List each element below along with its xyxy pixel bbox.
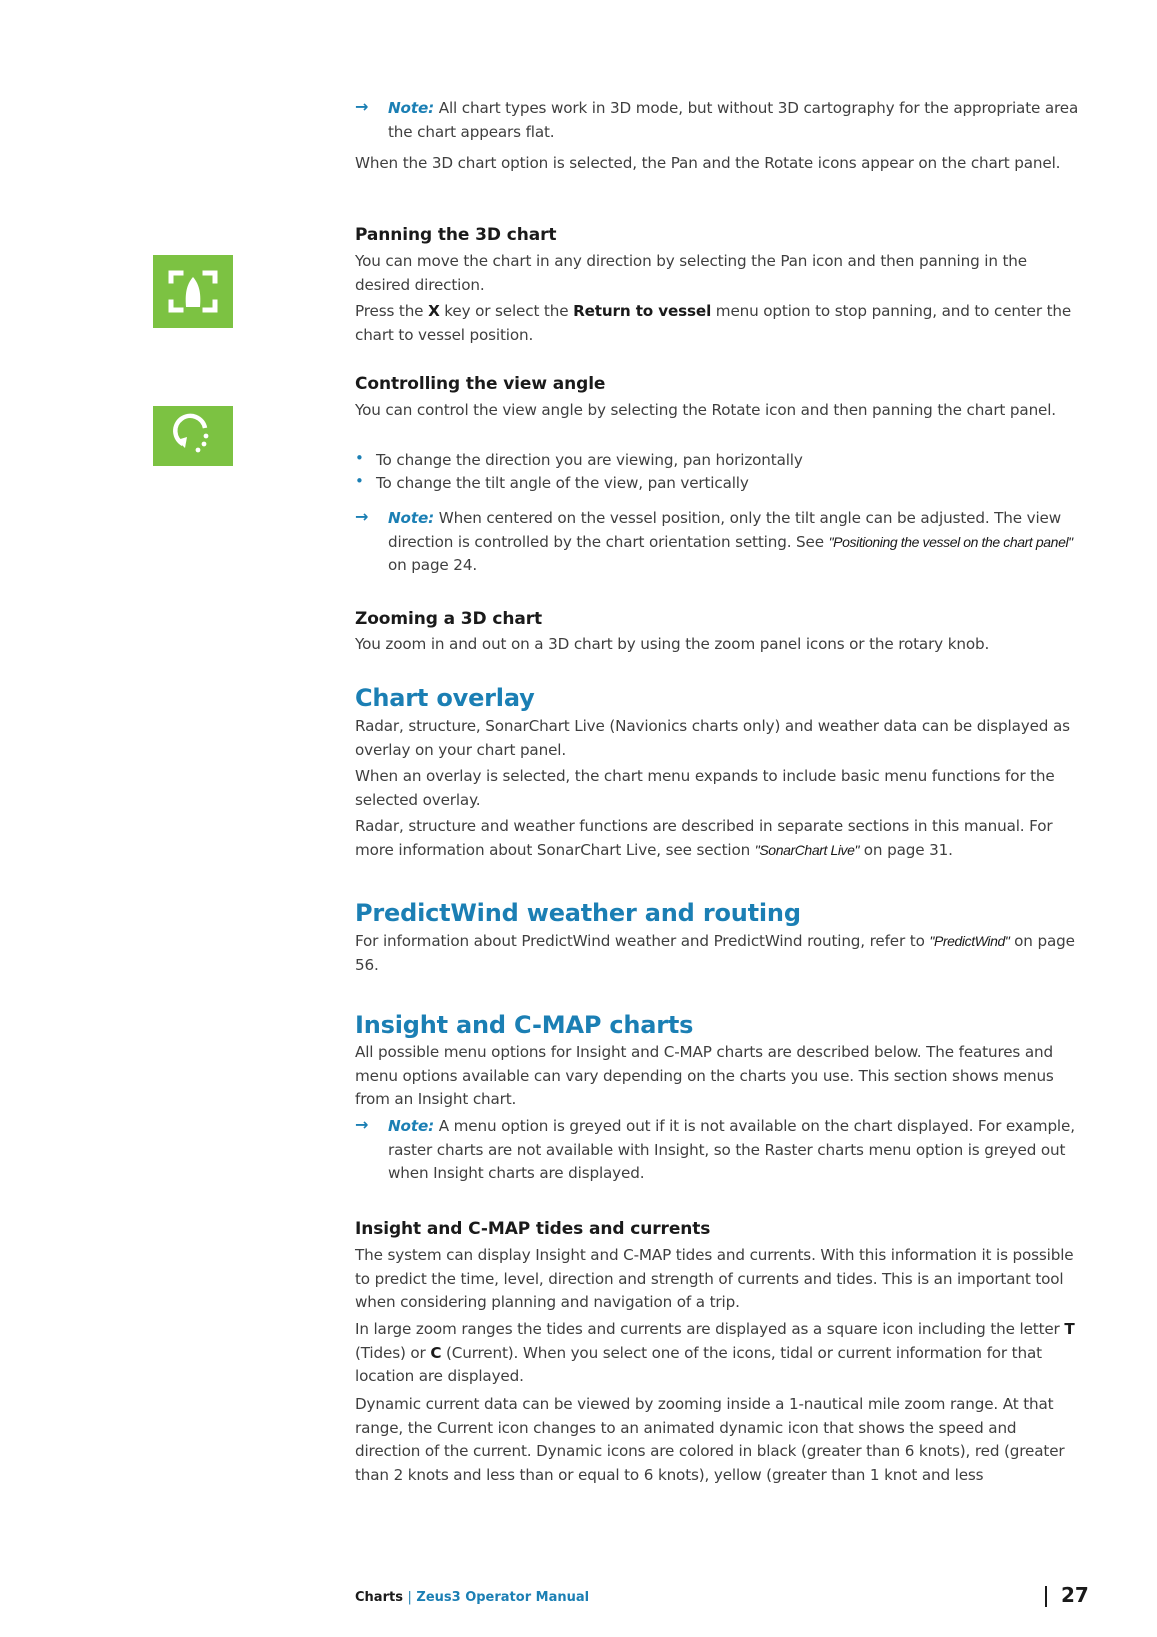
page-number: 27 (1061, 1583, 1089, 1607)
chart-overlay-paragraph-3: Radar, structure and weather functions are described in separate sections in this manual. For more information about SonarChart Live, see section "SonarChart Live" on page 31. (355, 817, 1053, 859)
note-label: Note: (388, 509, 435, 527)
footer-separator: | (407, 1590, 412, 1605)
xref-positioning-vessel[interactable]: "Positioning the vessel on the chart panel" (828, 533, 1073, 550)
insight-heading: Insight and C-MAP charts (355, 1011, 694, 1039)
note-label: Note: (388, 1117, 435, 1135)
tides-heading: Insight and C-MAP tides and currents (355, 1219, 711, 1239)
x-key: X (428, 302, 440, 320)
return-to-vessel-option: Return to vessel (573, 302, 712, 320)
panning-paragraph-1: You can move the chart in any direction by selecting the Pan icon and then panning in the desired direction. (355, 252, 1027, 294)
chart-overlay-heading: Chart overlay (355, 684, 535, 712)
predictwind-heading: PredictWind weather and routing (355, 899, 801, 927)
tides-paragraph-2: In large zoom ranges the tides and currents are displayed as a square icon including the letter T (Tides) or C (Current). When you select one of the icons, tidal or current information for that location are displayed. (355, 1320, 1075, 1385)
zooming-heading: Zooming a 3D chart (355, 609, 543, 629)
note-3d-cartography (355, 97, 1085, 144)
zooming-paragraph: You zoom in and out on a 3D chart by using the zoom panel icons or the rotary knob. (355, 635, 990, 653)
footer-section: Charts (355, 1590, 403, 1605)
note-text: All chart types work in 3D mode, but without 3D cartography for the appropriate area the chart appears flat. (388, 99, 1079, 141)
rotate-icon (153, 406, 233, 466)
pan-icon (153, 255, 233, 328)
tides-paragraph-3: Dynamic current data can be viewed by zooming inside a 1-nautical mile zoom range. At that range, the Current icon changes to an animated dynamic icon that shows the speed and direction of the current. Dynamic icons are colored in black (greater than 6 knots), red (greater than 2 knots and less than or equal to 6 knots), yellow (greater than 1 knot and less (355, 1395, 1065, 1484)
chart-overlay-paragraph-2: When an overlay is selected, the chart menu expands to include basic menu functions for the selected overlay. (355, 767, 1055, 809)
note-vessel-position: → Note: When centered on the vessel position, only the tilt angle can be adjusted. The view direction is controlled by the chart orientation setting. See "Positioning the vessel on the chart panel" on page 24. (355, 507, 1073, 574)
footer-manual-title: Zeus3 Operator Manual (416, 1590, 590, 1605)
arrow-right-icon: → (355, 1115, 369, 1134)
xref-predictwind[interactable]: "PredictWind" (929, 933, 1010, 949)
predictwind-paragraph: For information about PredictWind weather and PredictWind routing, refer to "PredictWind" on page 56. (355, 932, 1075, 974)
bullet-icon: • (355, 449, 364, 467)
footer (355, 1590, 589, 1605)
panning-paragraph-2: Press the X key or select the Return to vessel menu option to stop panning, and to center the chart to vessel position. (355, 302, 1072, 344)
panning-heading: Panning the 3D chart (355, 225, 557, 245)
chart-overlay-paragraph-1: Radar, structure, SonarChart Live (Navionics charts only) and weather data can be displayed as overlay on your chart panel. (355, 717, 1070, 759)
page-number-divider (1045, 1586, 1047, 1607)
bullet-icon: • (355, 472, 364, 490)
xref-sonarchart-live[interactable]: "SonarChart Live" (754, 841, 860, 858)
intro-paragraph: When the 3D chart option is selected, the Pan and the Rotate icons appear on the chart panel. (355, 154, 1061, 172)
insight-paragraph: All possible menu options for Insight and C-MAP charts are described below. The features and menu options available can vary depending on the charts you use. This section shows menus from an Insight chart. (355, 1043, 1054, 1108)
bullet-item: • To change the direction you are viewing, pan horizontally (355, 449, 803, 469)
bullet-item: • To change the tilt angle of the view, pan vertically (355, 472, 749, 492)
arrow-right-icon: → (355, 97, 369, 116)
view-angle-heading: Controlling the view angle (355, 374, 606, 394)
note-label: Note: (388, 99, 435, 117)
arrow-right-icon: → (355, 507, 369, 526)
tides-paragraph-1: The system can display Insight and C-MAP tides and currents. With this information it is possible to predict the time, level, direction and strength of currents and tides. This is an important tool when considering planning and navigation of a trip. (355, 1246, 1074, 1311)
view-angle-paragraph: You can control the view angle by selecting the Rotate icon and then panning the chart panel. (355, 401, 1056, 419)
note-greyed-out: → Note: A menu option is greyed out if it is not available on the chart displayed. For example, raster charts are not available with Insight, so the Raster charts menu option is greyed out when Insight charts are displayed. (355, 1115, 1075, 1182)
